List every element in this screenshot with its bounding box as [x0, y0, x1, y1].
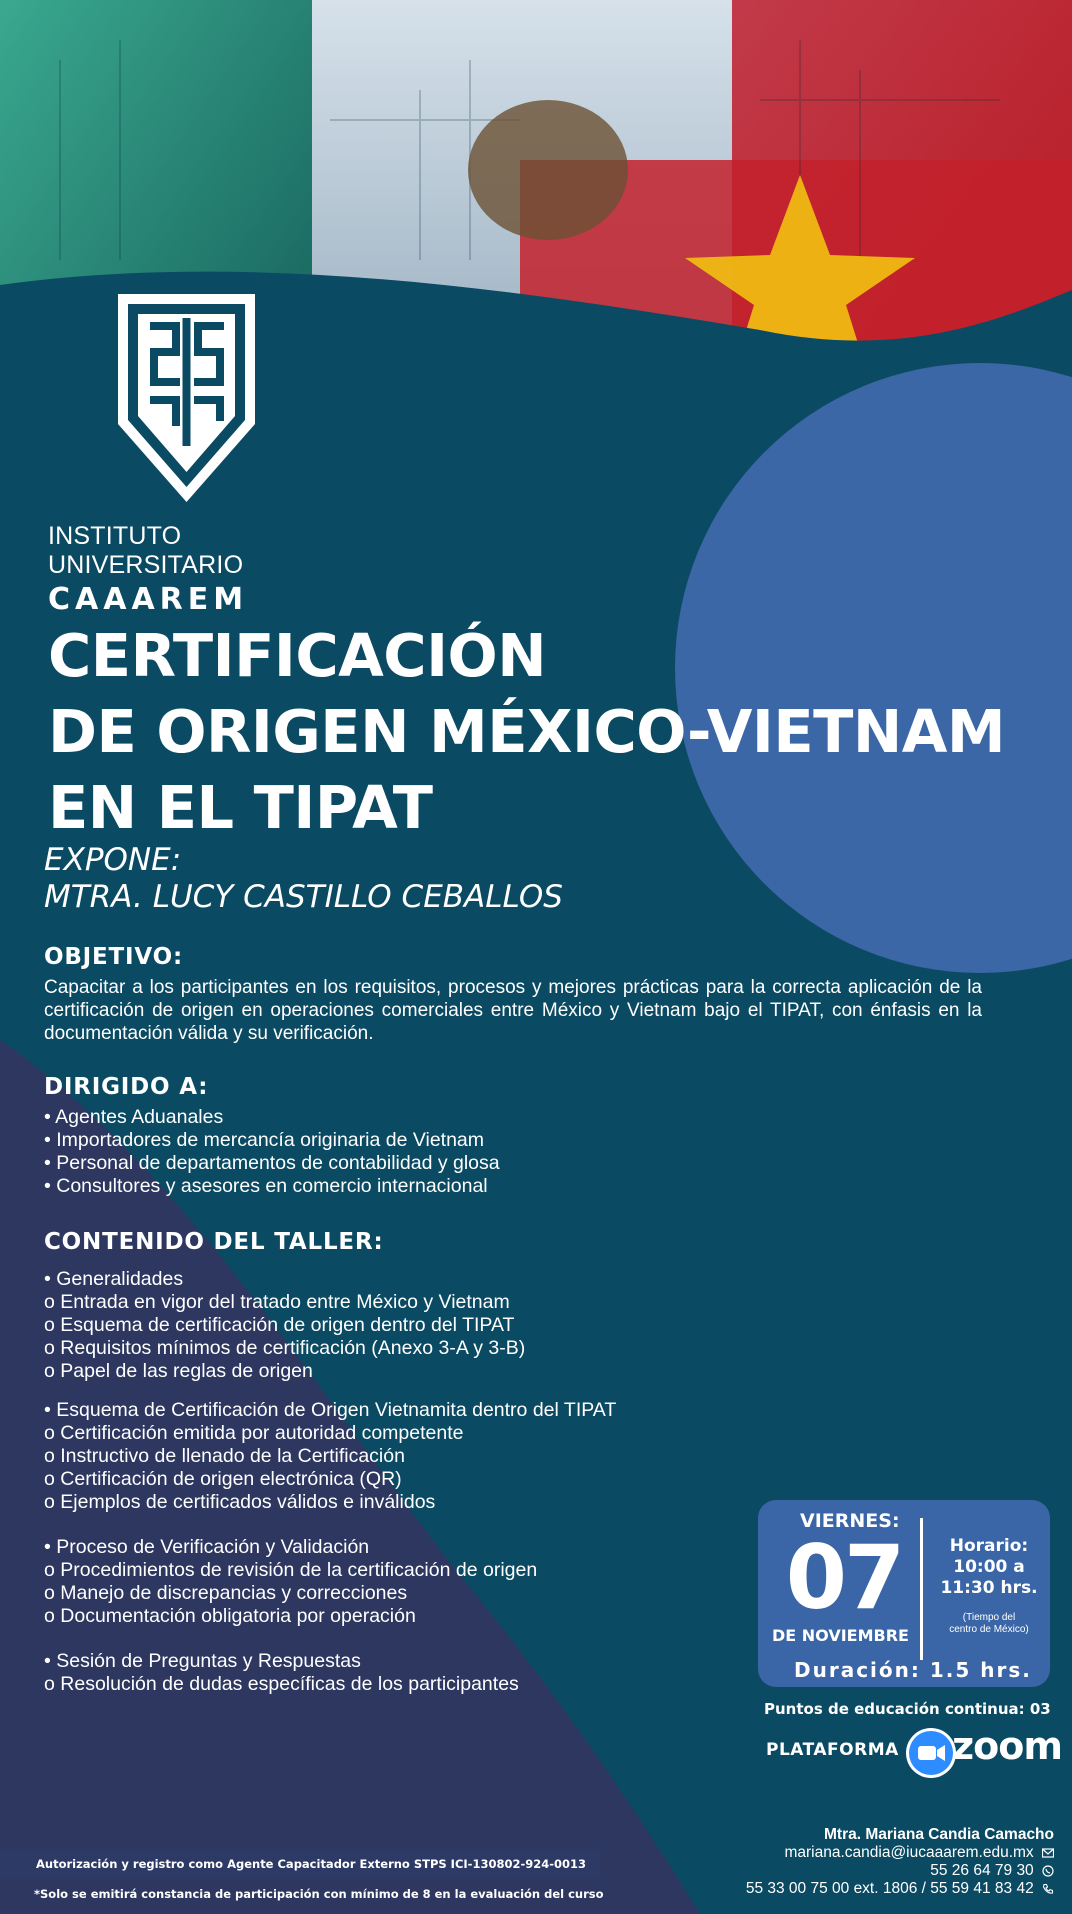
objective-heading: OBJETIVO: — [44, 944, 183, 970]
mail-icon — [1042, 1847, 1054, 1859]
list-item: o Instructivo de llenado de la Certificación — [44, 1445, 405, 1467]
certificate-note: *Solo se emitirá constancia de participación con mínimo de 8 en la evaluación del curso — [34, 1887, 604, 1901]
list-item: o Ejemplos de certificados válidos e inválidos — [44, 1491, 436, 1513]
contact-phone-row[interactable] — [746, 1880, 1054, 1898]
logo-brand-name: CAAAREM — [48, 582, 249, 617]
timezone-note — [930, 1612, 1048, 1636]
event-weekday: VIERNES: — [800, 1510, 900, 1532]
content-group-title: • Esquema de Certificación de Origen Vietnamita dentro del TIPAT — [44, 1399, 617, 1421]
date-divider — [920, 1518, 923, 1660]
content-group-title: • Sesión de Preguntas y Respuestas — [44, 1650, 361, 1672]
title-line-2: DE ORIGEN MÉXICO-VIETNAM — [48, 697, 1006, 766]
contact-name: Mtra. Mariana Candia Camacho — [824, 1826, 1054, 1843]
speaker-label: EXPONE: — [44, 842, 182, 878]
list-item: o Entrada en vigor del tratado entre México y Vietnam — [44, 1291, 510, 1313]
contact-email[interactable]: mariana.candia@iucaaarem.edu.mx — [784, 1844, 1034, 1861]
event-duration: Duración: 1.5 hrs. — [794, 1658, 1032, 1682]
event-schedule — [930, 1536, 1048, 1599]
schedule-start: 10:00 a — [953, 1557, 1025, 1577]
objective-text: Capacitar a los participantes en los requisitos, procesos y mejores prácticas para la correcta aplicación de la certificación de origen en operaciones comerciales entre México y Vietnam bajo el TIPAT, con énfasis en la documentación válida y su verificación. — [44, 977, 982, 1044]
schedule-end: 11:30 hrs. — [940, 1578, 1038, 1598]
event-day-number: 07 — [785, 1526, 903, 1629]
course-title — [48, 618, 1008, 846]
speaker-block — [44, 842, 563, 916]
content-heading: CONTENIDO DEL TALLER: — [44, 1229, 384, 1255]
contact-whatsapp[interactable]: 55 26 64 79 30 — [930, 1862, 1034, 1879]
list-item: • Agentes Aduanales — [44, 1106, 224, 1128]
stps-authorization: Autorización y registro como Agente Capacitador Externo STPS ICI-130802-924-0013 — [36, 1857, 587, 1871]
zoom-logo-text: zoom — [952, 1724, 1062, 1768]
list-item: o Resolución de dudas específicas de los participantes — [44, 1673, 519, 1695]
list-item: o Certificación emitida por autoridad competente — [44, 1422, 464, 1444]
logo-institution-name: INSTITUTO UNIVERSITARIO — [48, 522, 244, 579]
list-item: • Importadores de mercancía originaria de Vietnam — [44, 1129, 485, 1151]
list-item: o Requisitos mínimos de certificación (Anexo 3-A y 3-B) — [44, 1337, 526, 1359]
list-item: o Esquema de certificación de origen dentro del TIPAT — [44, 1314, 515, 1336]
timezone-line-2: centro de México) — [949, 1624, 1029, 1635]
contact-phone[interactable]: 55 33 00 75 00 ext. 1806 / 55 59 41 83 42 — [745, 1880, 1034, 1897]
contact-whatsapp-row[interactable] — [746, 1862, 1054, 1880]
whatsapp-icon — [1042, 1865, 1054, 1877]
speaker-name: MTRA. LUCY CASTILLO CEBALLOS — [44, 879, 563, 915]
title-line-3: EN EL TIPAT — [48, 773, 433, 842]
list-item: o Certificación de origen electrónica (QR) — [44, 1468, 402, 1490]
content-group-title: • Proceso de Verificación y Validación — [44, 1536, 370, 1558]
schedule-label: Horario: — [949, 1536, 1029, 1556]
list-item: o Documentación obligatoria por operación — [44, 1605, 416, 1627]
content-group-title: • Generalidades — [44, 1268, 184, 1290]
audience-list — [44, 1106, 500, 1198]
audience-heading: DIRIGIDO A: — [44, 1074, 209, 1100]
caaarem-shield-icon — [114, 292, 259, 507]
title-line-1: CERTIFICACIÓN — [48, 621, 547, 690]
institution-logo — [48, 292, 328, 617]
platform-label: PLATAFORMA — [766, 1740, 899, 1760]
content-list — [44, 1268, 616, 1696]
contact-email-row[interactable] — [746, 1844, 1054, 1862]
contact-block — [746, 1826, 1054, 1898]
list-item: o Papel de las reglas de origen — [44, 1360, 313, 1382]
zoom-camera-icon — [906, 1728, 956, 1778]
timezone-line-1: (Tiempo del — [962, 1612, 1016, 1623]
list-item: • Consultores y asesores en comercio internacional — [44, 1175, 488, 1197]
phone-icon — [1042, 1883, 1054, 1895]
list-item: o Procedimientos de revisión de la certificación de origen — [44, 1559, 538, 1581]
list-item: • Personal de departamentos de contabilidad y glosa — [44, 1152, 500, 1174]
list-item: o Manejo de discrepancias y correcciones — [44, 1582, 408, 1604]
event-month: DE NOVIEMBRE — [772, 1626, 909, 1645]
education-points: Puntos de educación continua: 03 — [764, 1700, 1051, 1718]
